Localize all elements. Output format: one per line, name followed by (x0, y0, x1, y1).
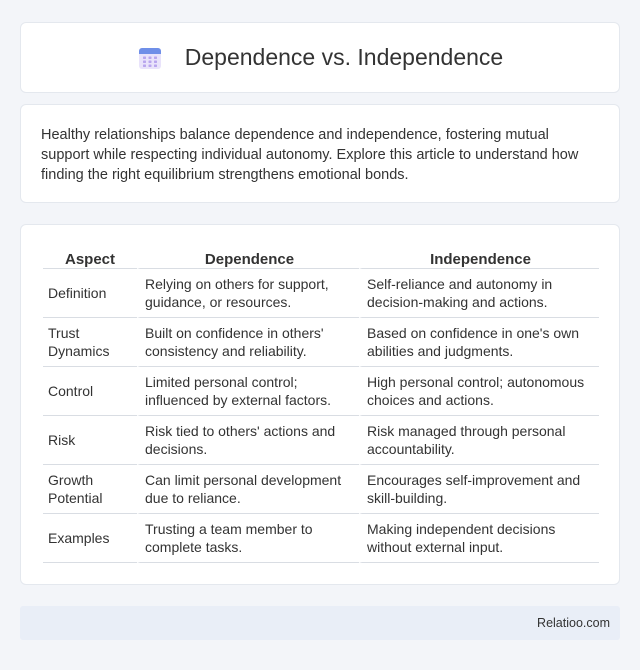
cell-aspect: Examples (43, 514, 137, 563)
cell-aspect: Growth Potential (43, 465, 137, 514)
header-independence: Independence (359, 247, 599, 269)
intro-card (20, 104, 620, 203)
cell-dependence: Relying on others for support, guidance, or resources. (137, 269, 359, 318)
table-row (43, 269, 599, 318)
header-dependence: Dependence (137, 247, 359, 269)
cell-dependence: Limited personal control; influenced by external factors. (137, 367, 359, 416)
page-title: Dependence vs. Independence (184, 44, 504, 70)
cell-independence: Self-reliance and autonomy in decision-making and actions. (359, 269, 599, 318)
table-card (20, 224, 620, 585)
cell-dependence: Built on confidence in others' consistency and reliability. (137, 318, 359, 367)
table-row (43, 465, 599, 514)
cell-independence: High personal control; autonomous choices and actions. (359, 367, 599, 416)
cell-aspect: Risk (43, 416, 137, 465)
cell-independence: Based on confidence in one's own abilities and judgments. (359, 318, 599, 367)
cell-dependence: Trusting a team member to complete tasks. (137, 514, 359, 563)
cell-aspect: Trust Dynamics (43, 318, 137, 367)
header (137, 44, 503, 71)
cell-independence: Making independent decisions without external input. (359, 514, 599, 563)
intro-paragraph: Healthy relationships balance dependence and independence, fostering mutual support while respecting individual autonomy. Explore this article to understand how finding the right equilibrium strengthens emotional bonds. (41, 127, 579, 183)
table-row (43, 416, 599, 465)
cell-independence: Risk managed through personal accountability. (359, 416, 599, 465)
cell-aspect: Definition (43, 269, 137, 318)
footer (20, 606, 620, 640)
cell-aspect: Control (43, 367, 137, 416)
footer-site-name: Relatioo.com (537, 616, 610, 630)
cell-dependence: Risk tied to others' actions and decisions. (137, 416, 359, 465)
header-aspect: Aspect (43, 247, 137, 269)
cell-independence: Encourages self-improvement and skill-building. (359, 465, 599, 514)
table-header-row (43, 247, 599, 269)
table-row (43, 367, 599, 416)
calendar-icon (137, 45, 163, 71)
cell-dependence: Can limit personal development due to reliance. (137, 465, 359, 514)
table-row (43, 514, 599, 563)
header-card (20, 22, 620, 93)
table-row (43, 318, 599, 367)
comparison-table (43, 247, 599, 563)
